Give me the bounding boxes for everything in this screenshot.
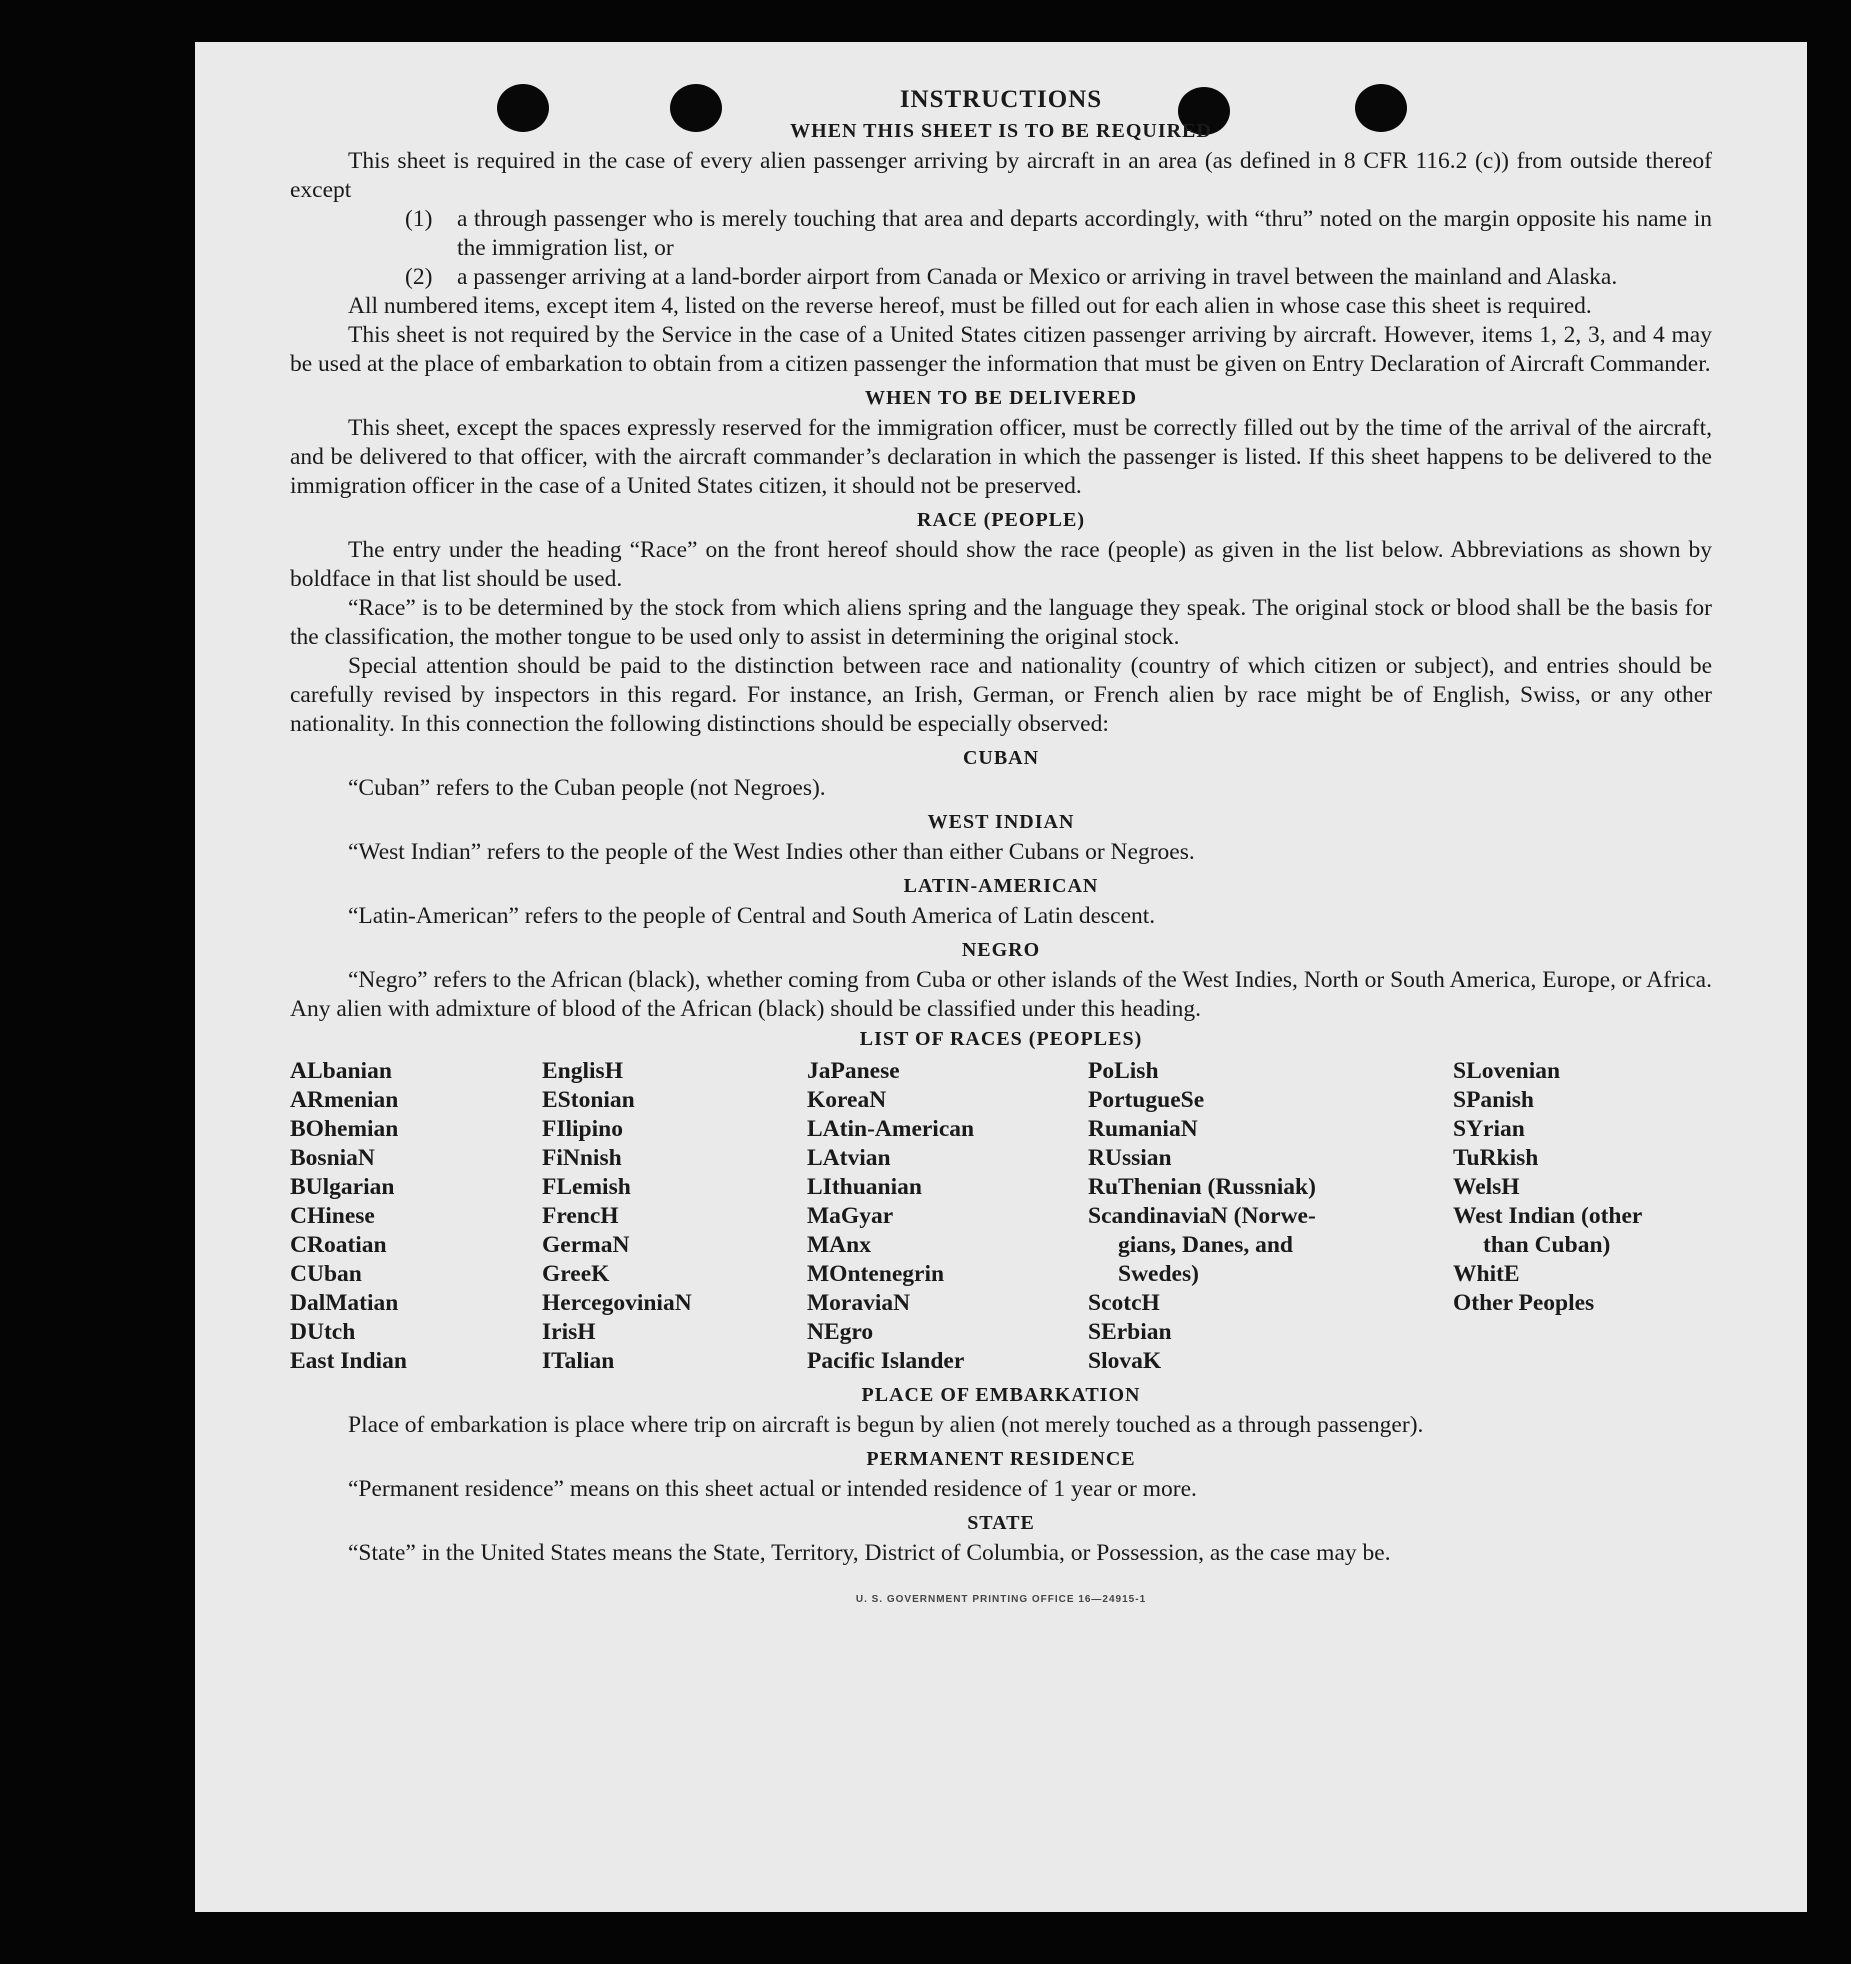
- race-entry: East Indian: [290, 1348, 407, 1374]
- race-entry: LAtin-American: [807, 1116, 975, 1142]
- race-entry: LAtvian: [807, 1145, 891, 1171]
- definition-text-cuban: “Cuban” refers to the Cuban people (not Negroes).: [348, 775, 826, 801]
- race-entry: BosniaN: [290, 1145, 375, 1171]
- race-column-2: [542, 1057, 807, 1376]
- race-column-3: [807, 1057, 1088, 1376]
- race-entry: RUssian: [1088, 1145, 1172, 1171]
- race-entry: MaGyar: [807, 1203, 894, 1229]
- exception-item: [405, 205, 1712, 263]
- definition-text-west-indian: “West Indian” refers to the people of the West Indies other than either Cubans or Negroes.: [348, 839, 1195, 865]
- race-paragraph-1: The entry under the heading “Race” on the front hereof should show the race (people) as given in the list below. Abbreviations as shown by boldface in that list should be used.: [290, 537, 1712, 592]
- race-entry: CRoatian: [290, 1232, 387, 1258]
- race-list-heading: LIST OF RACES (PEOPLES): [859, 1028, 1143, 1050]
- numbered-items-paragraph: All numbered items, except item 4, listed on the reverse hereof, must be filled out for each alien in whose case this sheet is required.: [348, 293, 1592, 319]
- race-entry: RumaniaN: [1088, 1116, 1198, 1142]
- race-entry: LIthuanian: [807, 1174, 922, 1200]
- race-entry: BOhemian: [290, 1116, 399, 1142]
- race-entry: KoreaN: [807, 1087, 887, 1113]
- race-entry: Other Peoples: [1453, 1290, 1595, 1316]
- race-entry: ScotcH: [1088, 1290, 1160, 1316]
- race-entry: ALbanian: [290, 1058, 392, 1084]
- race-entry: PortugueSe: [1088, 1087, 1205, 1113]
- race-entry: MAnx: [807, 1232, 871, 1258]
- race-entry: IrisH: [542, 1319, 596, 1345]
- race-entry: gians, Danes, and: [1118, 1232, 1293, 1258]
- race-entry: RuThenian (Russniak): [1088, 1174, 1316, 1200]
- race-entry: MOntenegrin: [807, 1261, 945, 1287]
- race-entry: DalMatian: [290, 1290, 399, 1316]
- delivered-paragraph: This sheet, except the spaces expressly reserved for the immigration officer, must be correctly filled out by the time of the arrival of the aircraft, and be delivered to that officer, with the aircraft commander’s declaration in which the passenger is listed. If this sheet happens to be delivered to the immigration officer in the case of a United States citizen, it should not be preserved.: [290, 415, 1712, 499]
- race-entry: HercegoviniaN: [542, 1290, 692, 1316]
- section-heading-embarkation: PLACE OF EMBARKATION: [861, 1384, 1141, 1406]
- race-entry: EnglisH: [542, 1058, 623, 1084]
- exception-text: a through passenger who is merely touching that area and departs accordingly, with “thru” noted on the margin opposite his name in the immigration list, or: [457, 206, 1712, 261]
- race-paragraph-3: Special attention should be paid to the distinction between race and nationality (country of which citizen or subject), and entries should be carefully revised by inspectors in this regard. For instance, an Irish, German, or French alien by race might be of English, Swiss, or any other nationality. In this connection the following distinctions should be especially observed:: [290, 653, 1712, 737]
- race-entry: SlovaK: [1088, 1348, 1162, 1374]
- race-column-4: [1088, 1057, 1453, 1376]
- race-entry: FIlipino: [542, 1116, 623, 1142]
- race-entry: ARmenian: [290, 1087, 399, 1113]
- embarkation-paragraph: Place of embarkation is place where trip on aircraft is begun by alien (not merely touched as a through passenger).: [348, 1412, 1424, 1438]
- race-column-1: [290, 1057, 542, 1376]
- definition-text-latin-american: “Latin-American” refers to the people of Central and South America of Latin descent.: [348, 903, 1156, 929]
- race-entry: BUlgarian: [290, 1174, 395, 1200]
- section-heading-required: WHEN THIS SHEET IS TO BE REQUIRED: [790, 120, 1212, 142]
- definition-heading-negro: NEGRO: [961, 939, 1041, 961]
- instructions-content: [290, 86, 1712, 1605]
- race-entry: SYrian: [1453, 1116, 1525, 1142]
- race-entry: FLemish: [542, 1174, 631, 1200]
- state-paragraph: “State” in the United States means the State, Territory, District of Columbia, or Possession, as the case may be.: [348, 1540, 1391, 1566]
- race-entry: Pacific Islander: [807, 1348, 965, 1374]
- required-intro: This sheet is required in the case of every alien passenger arriving by aircraft in an area (as defined in 8 CFR 116.2 (c)) from outside thereof except: [290, 148, 1712, 203]
- race-paragraph-2: “Race” is to be determined by the stock from which aliens spring and the language they speak. The original stock or blood shall be the basis for the classification, the mother tongue to be used only to assist in determining the original stock.: [290, 595, 1712, 650]
- printing-office-footer: U. S. GOVERNMENT PRINTING OFFICE 16—24915-1: [855, 1594, 1147, 1605]
- race-entry: PoLish: [1088, 1058, 1159, 1084]
- race-list: [290, 1057, 1712, 1376]
- race-entry: SLovenian: [1453, 1058, 1561, 1084]
- race-entry: CHinese: [290, 1203, 375, 1229]
- race-entry: EStonian: [542, 1087, 635, 1113]
- document-sheet: [195, 42, 1807, 1912]
- exception-number: (1): [405, 206, 433, 232]
- race-entry: WelsH: [1453, 1174, 1520, 1200]
- page-title: INSTRUCTIONS: [899, 86, 1103, 113]
- race-entry: MoraviaN: [807, 1290, 911, 1316]
- race-entry: GreeK: [542, 1261, 610, 1287]
- race-entry: ScandinaviaN (Norwe-: [1088, 1203, 1316, 1229]
- definition-text-negro: “Negro” refers to the African (black), whether coming from Cuba or other islands of the West Indies, North or South America, Europe, or Africa. Any alien with admixture of blood of the African (black) should be classified under this heading.: [290, 967, 1712, 1022]
- section-heading-state: STATE: [967, 1512, 1035, 1534]
- race-entry: FrencH: [542, 1203, 619, 1229]
- race-column-5: [1453, 1057, 1711, 1376]
- race-entry: FiNnish: [542, 1145, 622, 1171]
- exception-item: [405, 263, 1712, 292]
- race-entry: TuRkish: [1453, 1145, 1539, 1171]
- exception-number: (2): [405, 264, 433, 290]
- race-entry: DUtch: [290, 1319, 356, 1345]
- definition-heading-latin-american: LATIN-AMERICAN: [903, 875, 1099, 897]
- race-entry: than Cuban): [1483, 1232, 1611, 1258]
- citizen-paragraph: This sheet is not required by the Service in the case of a United States citizen passenger arriving by aircraft. However, items 1, 2, 3, and 4 may be used at the place of embarkation to obtain from a citizen passenger the information that must be given on Entry Declaration of Aircraft Commander.: [290, 322, 1712, 377]
- definition-heading-west-indian: WEST INDIAN: [927, 811, 1075, 833]
- race-entry: SPanish: [1453, 1087, 1534, 1113]
- section-heading-residence: PERMANENT RESIDENCE: [866, 1448, 1136, 1470]
- race-entry: West Indian (other: [1453, 1203, 1643, 1229]
- race-entry: CUban: [290, 1261, 362, 1287]
- residence-paragraph: “Permanent residence” means on this sheet actual or intended residence of 1 year or more.: [348, 1476, 1197, 1502]
- race-entry: GermaN: [542, 1232, 630, 1258]
- exception-text: a passenger arriving at a land-border airport from Canada or Mexico or arriving in travel between the mainland and Alaska.: [457, 264, 1618, 290]
- race-entry: SErbian: [1088, 1319, 1172, 1345]
- race-entry: NEgro: [807, 1319, 874, 1345]
- definition-heading-cuban: CUBAN: [962, 747, 1040, 769]
- race-entry: Swedes): [1118, 1261, 1199, 1287]
- section-heading-delivered: WHEN TO BE DELIVERED: [864, 387, 1138, 409]
- race-entry: WhitE: [1453, 1261, 1520, 1287]
- section-heading-race: RACE (PEOPLE): [917, 509, 1085, 531]
- race-entry: ITalian: [542, 1348, 615, 1374]
- race-entry: JaPanese: [807, 1058, 900, 1084]
